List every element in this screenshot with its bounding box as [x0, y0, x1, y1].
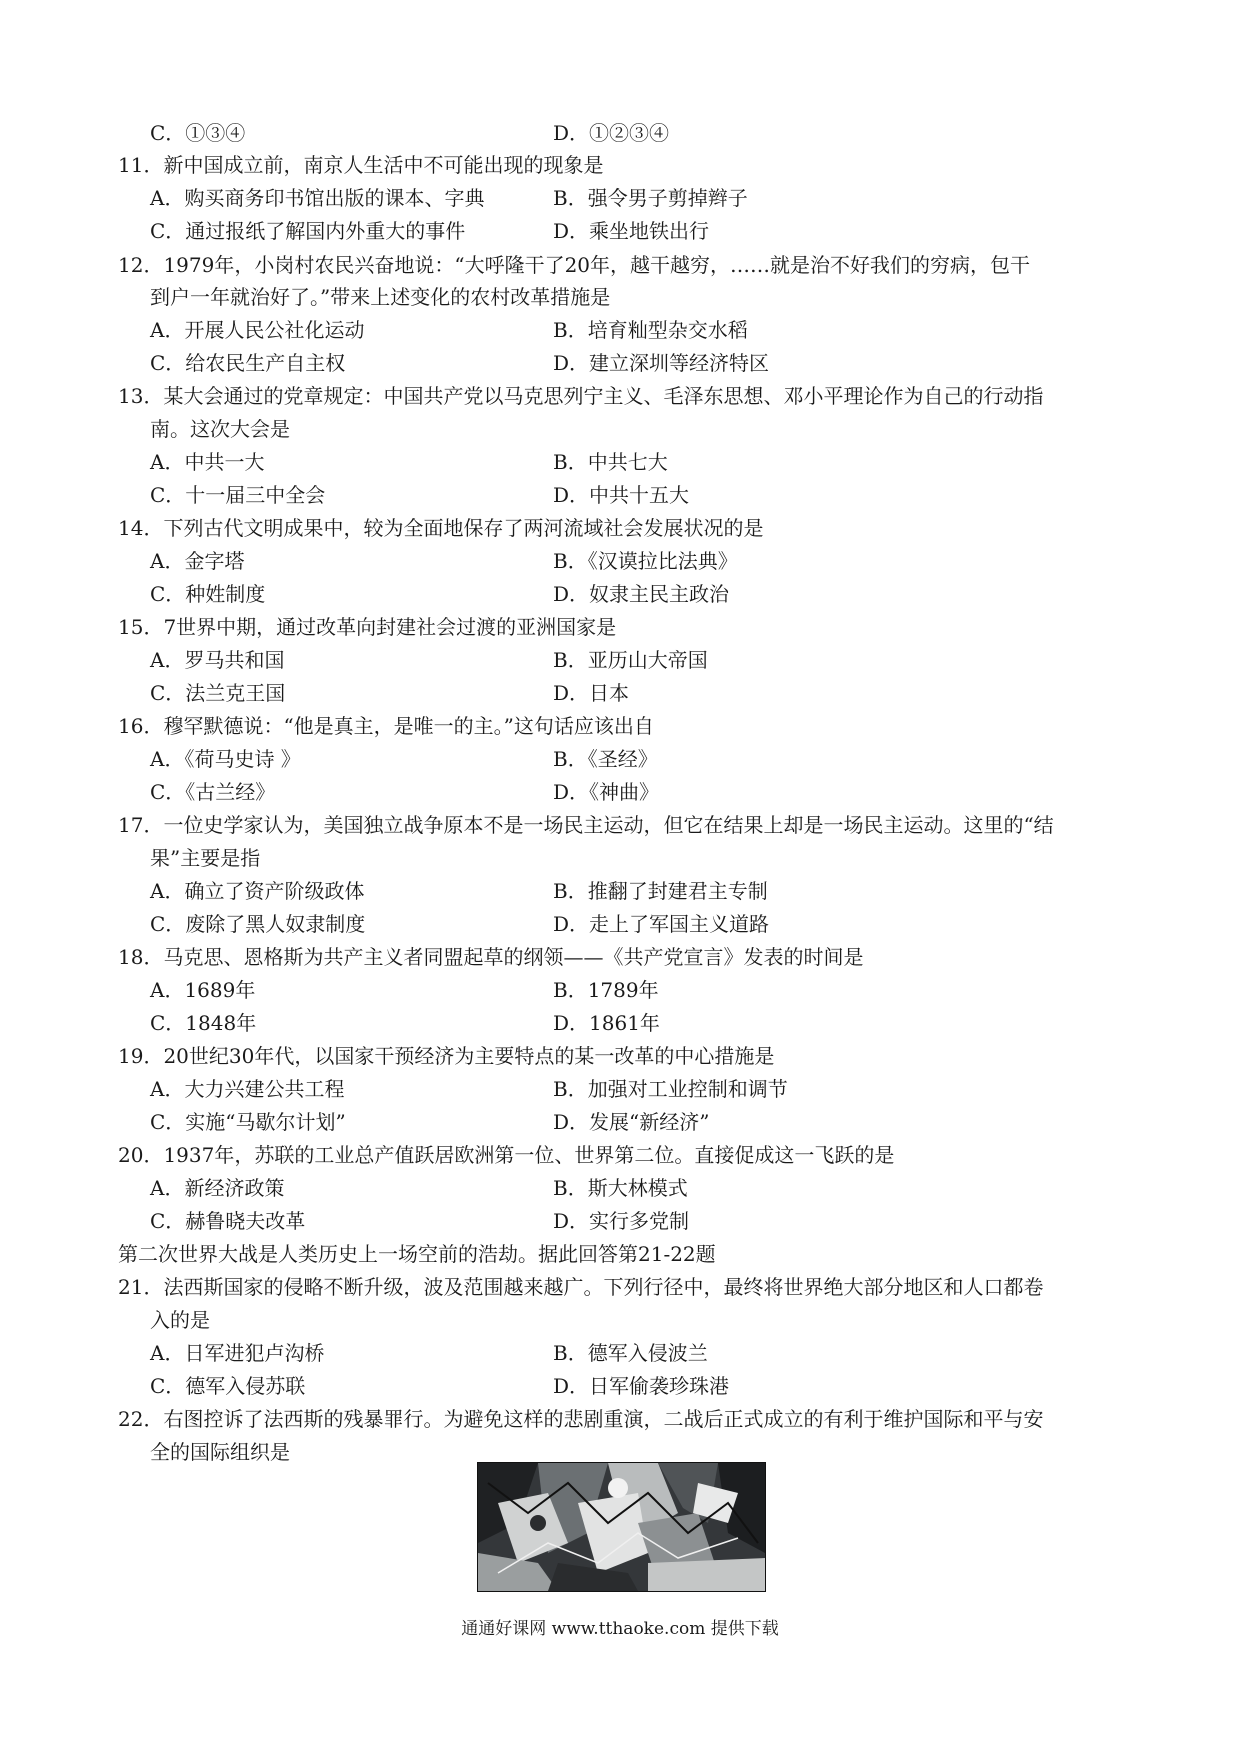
question-continuation: 入的是	[150, 1308, 210, 1332]
option-right: B．中共七大	[553, 450, 668, 474]
option-left: A．罗马共和国	[150, 648, 285, 672]
question-stem: 21．法西斯国家的侵略不断升级，波及范围越来越广。下列行径中，最终将世界绝大部分地区和人口都卷	[118, 1275, 1044, 1299]
option-right: D．乘坐地铁出行	[553, 219, 710, 243]
option-right: D．《神曲》	[553, 780, 660, 804]
option-right: B．《圣经》	[553, 747, 658, 771]
option-left: C．实施“马歇尔计划”	[150, 1110, 346, 1134]
question-stem: 12．1979年，小岗村农民兴奋地说：“大呼隆干了20年，越干越穷，……就是治不好我们的穷病，包干	[118, 253, 1031, 277]
option-right: D．发展“新经济”	[553, 1110, 710, 1134]
option-left: A．1689年	[150, 978, 256, 1002]
option-left: A．《荷马史诗 》	[150, 747, 301, 771]
option-right: B．强令男子剪掉辫子	[553, 186, 748, 210]
option-right: D．①②③④	[553, 121, 670, 145]
option-right: D．实行多党制	[553, 1209, 690, 1233]
footer-credit: 通通好课网 www.tthaoke.com 提供下载	[461, 1619, 779, 1639]
question-stem: 17．一位史学家认为，美国独立战争原本不是一场民主运动，但它在结果上却是一场民主运动。这里的“结	[118, 813, 1054, 837]
question-continuation: 南。这次大会是	[150, 417, 290, 441]
option-left: A．大力兴建公共工程	[150, 1077, 345, 1101]
option-left: C．废除了黑人奴隶制度	[150, 912, 366, 936]
option-right: B．亚历山大帝国	[553, 648, 708, 672]
question-stem: 14．下列古代文明成果中，较为全面地保存了两河流域社会发展状况的是	[118, 516, 764, 540]
option-left: C．法兰克王国	[150, 681, 286, 705]
question-stem: 11．新中国成立前，南京人生活中不可能出现的现象是	[118, 153, 604, 177]
option-left: A．金字塔	[150, 549, 245, 573]
option-left: A．新经济政策	[150, 1176, 285, 1200]
option-left: C．通过报纸了解国内外重大的事件	[150, 219, 466, 243]
option-left: C．种姓制度	[150, 582, 266, 606]
option-right: D．建立深圳等经济特区	[553, 351, 770, 375]
option-right: D．奴隶主民主政治	[553, 582, 730, 606]
option-right: D．走上了军国主义道路	[553, 912, 770, 936]
option-left: C．1848年	[150, 1011, 257, 1035]
option-right: D．日军偷袭珍珠港	[553, 1374, 730, 1398]
option-right: B．斯大林模式	[553, 1176, 688, 1200]
option-right: B．德军入侵波兰	[553, 1341, 708, 1365]
question-stem: 19．20世纪30年代，以国家干预经济为主要特点的某一改革的中心措施是	[118, 1044, 775, 1068]
question-continuation: 到户一年就治好了。”带来上述变化的农村改革措施是	[150, 285, 611, 309]
option-left: C．赫鲁晓夫改革	[150, 1209, 306, 1233]
option-right: B．推翻了封建君主专制	[553, 879, 768, 903]
section-intro: 第二次世界大战是人类历史上一场空前的浩劫。据此回答第21-22题	[118, 1242, 716, 1266]
option-right: B．《汉谟拉比法典》	[553, 549, 738, 573]
option-left: C．十一届三中全会	[150, 483, 326, 507]
option-left: A．购买商务印书馆出版的课本、字典	[150, 186, 485, 210]
question-stem: 15．7世界中期，通过改革向封建社会过渡的亚洲国家是	[118, 615, 617, 639]
option-right: D．中共十五大	[553, 483, 690, 507]
option-right: B．1789年	[553, 978, 659, 1002]
question-stem: 18．马克思、恩格斯为共产主义者同盟起草的纲领——《共产党宣言》发表的时间是	[118, 945, 864, 969]
option-right: B．加强对工业控制和调节	[553, 1077, 788, 1101]
guernica-image	[478, 1463, 765, 1591]
question-continuation: 果”主要是指	[150, 846, 261, 870]
option-right: B．培育籼型杂交水稻	[553, 318, 748, 342]
guernica-painting	[477, 1462, 766, 1592]
option-left: C．①③④	[150, 121, 246, 145]
question-stem: 22．右图控诉了法西斯的残暴罪行。为避免这样的悲剧重演，二战后正式成立的有利于维护国际和平与安	[118, 1407, 1044, 1431]
option-left: A．开展人民公社化运动	[150, 318, 365, 342]
question-stem: 13．某大会通过的党章规定：中国共产党以马克思列宁主义、毛泽东思想、邓小平理论作为自己的行动指	[118, 384, 1044, 408]
question-stem: 20．1937年，苏联的工业总产值跃居欧洲第一位、世界第二位。直接促成这一飞跃的是	[118, 1143, 895, 1167]
option-left: C．《古兰经》	[150, 780, 276, 804]
option-left: C．给农民生产自主权	[150, 351, 346, 375]
option-right: D．1861年	[553, 1011, 660, 1035]
question-stem: 16．穆罕默德说：“他是真主，是唯一的主。”这句话应该出自	[118, 714, 654, 738]
question-continuation: 全的国际组织是	[150, 1440, 290, 1464]
option-left: A．日军进犯卢沟桥	[150, 1341, 325, 1365]
option-right: D．日本	[553, 681, 630, 705]
option-left: A．确立了资产阶级政体	[150, 879, 365, 903]
option-left: A．中共一大	[150, 450, 265, 474]
option-left: C．德军入侵苏联	[150, 1374, 306, 1398]
